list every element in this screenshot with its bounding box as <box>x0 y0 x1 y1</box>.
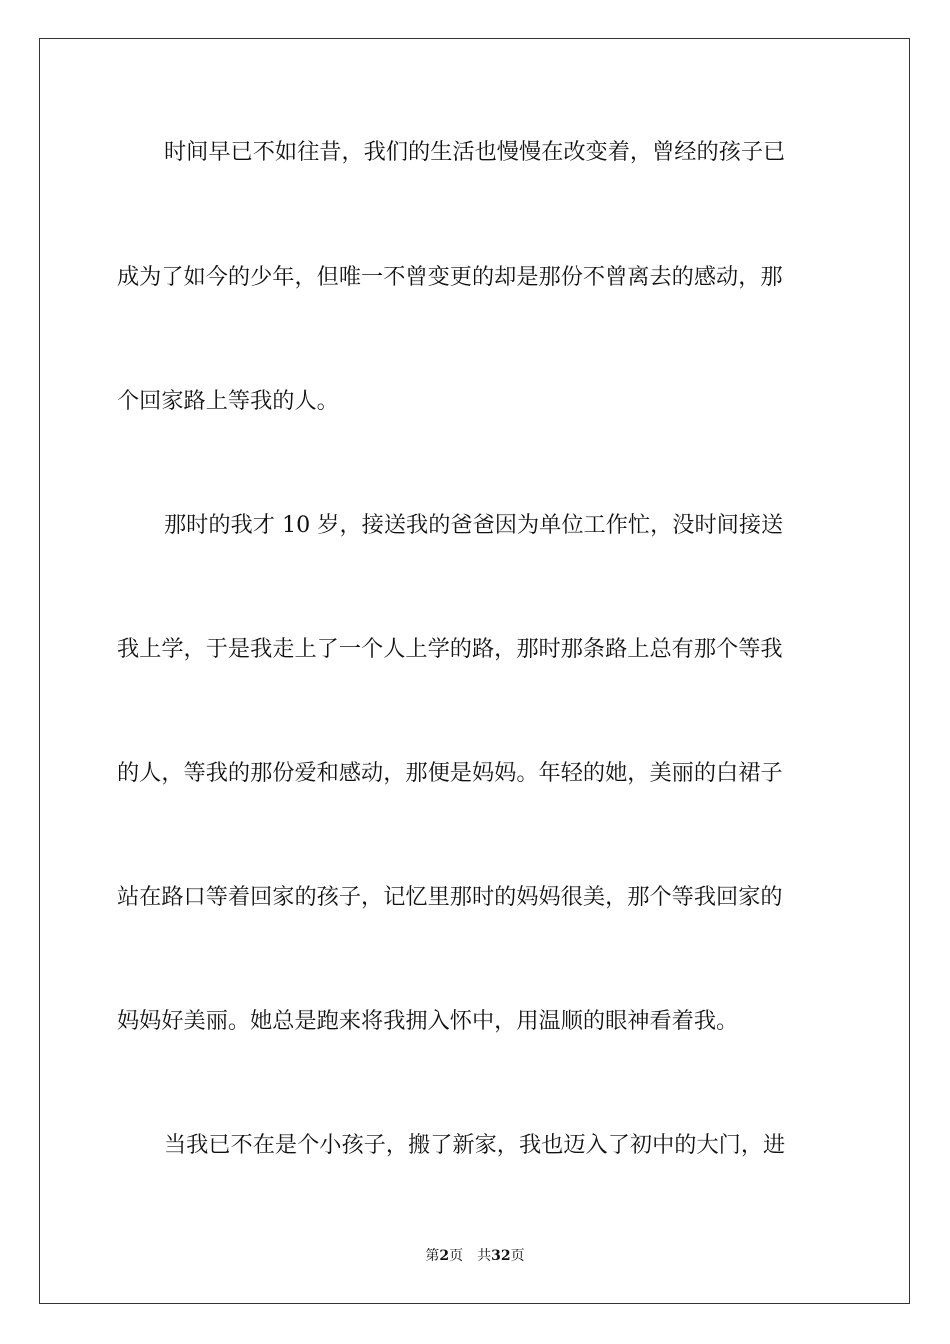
paragraph-2-line-4: 站在路口等着回家的孩子，记忆里那时的妈妈很美，那个等我回家的 <box>117 884 783 910</box>
paragraph-2-line-2: 我上学，于是我走上了一个人上学的路，那时那条路上总有那个等我 <box>117 636 783 662</box>
paragraph-2-line-3: 的人，等我的那份爱和感动，那便是妈妈。年轻的她，美丽的白裙子 <box>117 760 783 786</box>
page-footer <box>0 1247 950 1265</box>
current-page-number: 2 <box>439 1248 450 1264</box>
page-border <box>39 38 910 1304</box>
paragraph-1-line-2: 成为了如今的少年，但唯一不曾变更的却是那份不曾离去的感动，那 <box>117 264 783 290</box>
paragraph-1-line-1: 时间早已不如往昔，我们的生活也慢慢在改变着，曾经的孩子已 <box>164 139 786 165</box>
paragraph-2-line-5: 妈妈好美丽。她总是跑来将我拥入怀中，用温顺的眼神看着我。 <box>117 1008 739 1034</box>
paragraph-3-line-1: 当我已不在是个小孩子，搬了新家，我也迈入了初中的大门，进 <box>164 1132 786 1158</box>
page-suffix: 页 <box>449 1248 464 1264</box>
total-page-count: 32 <box>491 1248 511 1264</box>
paragraph-1-line-3: 个回家路上等我的人。 <box>117 388 339 414</box>
total-prefix: 共 <box>477 1248 492 1264</box>
paragraph-2-line-1: 那时的我才 10 岁，接送我的爸爸因为单位工作忙，没时间接送 <box>164 512 784 538</box>
page-prefix: 第 <box>425 1248 440 1264</box>
total-suffix: 页 <box>510 1248 525 1264</box>
